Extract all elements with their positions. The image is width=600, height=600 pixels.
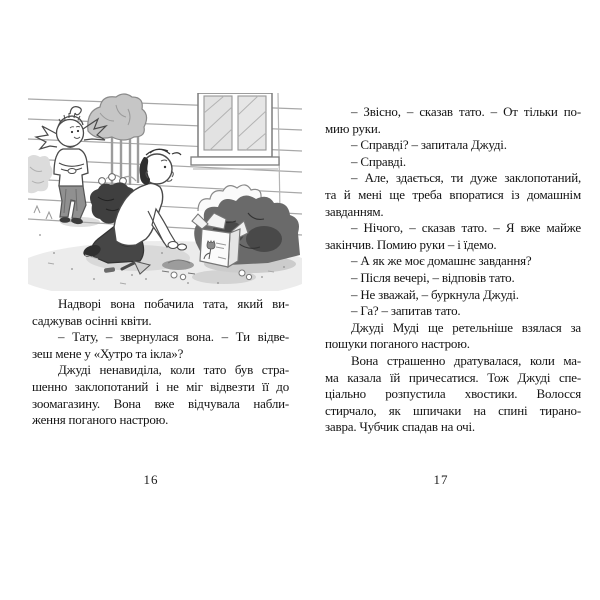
dad-hand (168, 242, 178, 249)
dad-hand (178, 244, 187, 250)
text-line: – Тату, – звернулася вона. – Ти відве- (58, 329, 289, 345)
text-line: ження поганого настрою. (32, 412, 169, 428)
girl-head (57, 120, 84, 147)
text-line: шенно заклопотаний і не міг відвезти її до (32, 378, 289, 394)
text-line: – Справді. (351, 153, 406, 169)
text-line: стирчало, як шпичаки на спині тирано- (325, 402, 581, 418)
text-line: та й мені ще треба впоратися із домашнім (325, 186, 581, 202)
text-line: мию руки. (325, 120, 381, 136)
text-line: Надворі вона побачила тата, який ви- (58, 296, 289, 311)
left-bush (28, 155, 53, 219)
text-line: ма казала їй причесатися. Тож Джуді спе- (325, 369, 581, 385)
text-line: Джуді Муді ще ретельніше взялася за (351, 319, 581, 335)
left-page-number: 16 (143, 472, 159, 487)
text-line: закінчив. Помию руки – і їдемо. (325, 236, 497, 252)
text-line: – Після вечері, – відповів тато. (351, 269, 515, 285)
window (191, 93, 279, 169)
text-line: – Га? – запитав тато. (351, 303, 461, 319)
text-line: – Справді? – запитала Джуді. (351, 137, 507, 153)
text-line: – Звісно, – сказав тато. – От тільки по- (351, 104, 581, 119)
text-line: завра. Чубчик спадав на очі. (325, 419, 475, 435)
right-page-text (325, 104, 581, 436)
text-line: зоомагазину. Вона вже відчувала набли- (32, 395, 289, 411)
text-line: – Нічого, – сказав тато. – Я вже майже (351, 220, 581, 236)
text-line: – А як же моє домашнє завдання? (351, 253, 532, 269)
text-line: Вона страшенно дратувалася, коли ма- (351, 352, 581, 368)
garden-illustration (28, 93, 302, 291)
right-page-number: 17 (433, 472, 449, 487)
text-line: – Але, здається, ти дуже заклопотаний, (351, 170, 581, 186)
text-line: пошуки поганого настрою. (325, 336, 470, 352)
fence-and-bush (88, 94, 147, 187)
text-line: ціально розпустила хвостики. Волосся (325, 386, 581, 402)
left-page-text (32, 296, 289, 429)
girl-shoe (60, 217, 71, 223)
text-line: завданням. (325, 203, 384, 219)
girl-curl (70, 107, 81, 115)
text-line: саджував осінні квіти. (32, 312, 152, 328)
text-line: – Не зважай, – буркнула Джуді. (351, 286, 519, 302)
text-line: Джуді ненавиділа, коли тато був стра- (58, 362, 289, 378)
text-line: зеш мене у «Хутро та ікла»? (32, 345, 184, 361)
girl-pants (59, 186, 86, 219)
